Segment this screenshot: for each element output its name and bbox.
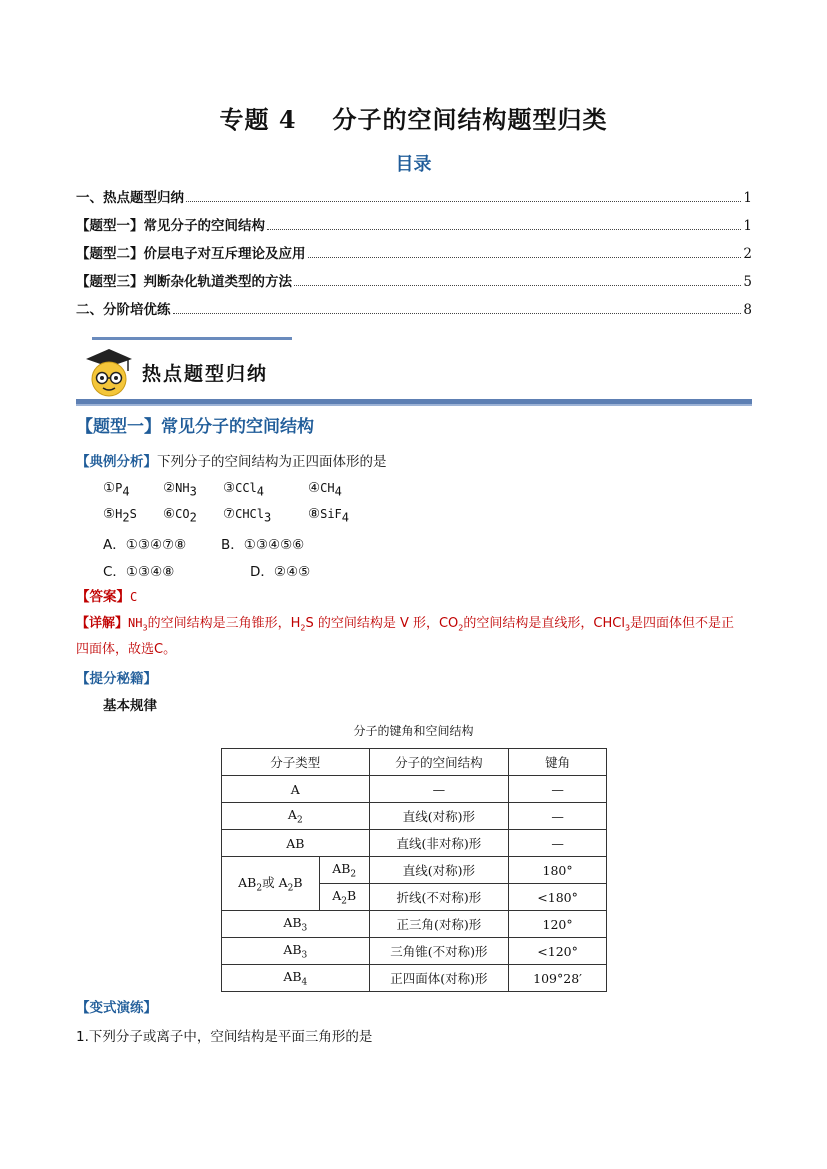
practice-tag: 【变式演练】 xyxy=(76,1000,157,1016)
table-cell: 折线(不对称)形 xyxy=(369,884,509,911)
options-row-2 xyxy=(103,506,378,525)
option-item: $①P_4$ xyxy=(103,480,130,499)
explanation: 【详解】$NH_3$的空间结构是三角锥形，$H_2S$ 的空间结构是 V 形，$CO_2$的空间结构是直线形，CHCl$_3$是四面体但不是正 xyxy=(76,616,735,633)
option-item: $④CH_4$ xyxy=(308,480,342,499)
table-cell: — xyxy=(509,776,607,803)
table-cell: 109°28′ xyxy=(509,965,607,992)
table-cell: 正四面体(对称)形 xyxy=(369,965,509,992)
table-cell: 直线(对称)形 xyxy=(369,857,509,884)
page-title xyxy=(0,100,827,135)
scholar-face-icon xyxy=(82,345,136,399)
practice-question-1: 1.下列分子或离子中，空间结构是平面三角形的是 xyxy=(76,1029,373,1045)
bond-angle-table xyxy=(221,748,607,992)
table-row xyxy=(222,965,607,992)
table-cell: $A_2$ xyxy=(222,803,370,830)
option-item: $②NH_3$ xyxy=(163,480,197,499)
title-text: 分子的空间结构题型归类 xyxy=(332,105,608,134)
example-question: 【典例分析】下列分子的空间结构为正四面体形的是 xyxy=(76,454,387,470)
option-item: $⑥CO_2$ xyxy=(163,506,197,525)
option-item: ⑧SiF$_4$ xyxy=(308,506,350,525)
table-row xyxy=(222,857,607,884)
table-cell: A xyxy=(222,776,370,803)
table-cell: — xyxy=(369,776,509,803)
toc-heading: 目录 xyxy=(395,154,432,175)
table-cell: 直线(非对称)形 xyxy=(369,830,509,857)
table-cell: $AB_3$ xyxy=(222,938,370,965)
section-title: 【题型一】常见分子的空间结构 xyxy=(76,417,314,437)
option-item: ⑦CHCl$_3$ xyxy=(223,506,272,525)
table-cell-merged: $AB_2$或 $A_2B$ xyxy=(222,857,320,911)
toc-item[interactable]: 【题型一】常见分子的空间结构 1 xyxy=(76,218,752,234)
table-cell: 三角锥(不对称)形 xyxy=(369,938,509,965)
table-row xyxy=(222,911,607,938)
table-row xyxy=(222,803,607,830)
choices-row-1 xyxy=(103,533,304,553)
table-header: 分子类型 xyxy=(222,749,370,776)
table-row xyxy=(222,830,607,857)
table-cell: <120° xyxy=(509,938,607,965)
table-cell: $AB_4$ xyxy=(222,965,370,992)
explanation-line-2: 四面体，故选C。 xyxy=(76,642,177,657)
tips-tag: 【提分秘籍】 xyxy=(76,671,157,687)
table-cell: — xyxy=(509,803,607,830)
section-banner xyxy=(76,337,752,409)
table-row xyxy=(222,938,607,965)
answer: 【答案】C xyxy=(76,589,138,605)
table-cell: $AB_2$ xyxy=(319,857,369,884)
banner-top-rule xyxy=(92,337,292,340)
toc-item[interactable]: 二、分阶培优练 8 xyxy=(76,302,752,318)
toc-item[interactable]: 一、热点题型归纳 1 xyxy=(76,190,752,206)
title-number: 专题 4 xyxy=(219,105,297,134)
table-cell: 直线(对称)形 xyxy=(369,803,509,830)
table-cell: 120° xyxy=(509,911,607,938)
option-item: $⑤H_2S$ xyxy=(103,506,137,525)
example-tag: 【典例分析】 xyxy=(76,454,157,470)
choice-c[interactable]: C．①③④⑧ xyxy=(103,564,175,580)
toc-item[interactable]: 【题型三】判断杂化轨道类型的方法 5 xyxy=(76,274,752,290)
table-cell: 正三角(对称)形 xyxy=(369,911,509,938)
option-item: ③CCl$_4$ xyxy=(223,480,265,499)
choice-a[interactable]: A．①③④⑦⑧ xyxy=(103,537,187,553)
toc-item[interactable]: 【题型二】价层电子对互斥理论及应用 2 xyxy=(76,246,752,262)
table-cell: $AB_3$ xyxy=(222,911,370,938)
table-cell: <180° xyxy=(509,884,607,911)
banner-title: 热点题型归纳 xyxy=(142,363,269,385)
table-header: 分子的空间结构 xyxy=(369,749,509,776)
choices-row-2 xyxy=(103,560,310,580)
choice-b[interactable]: B．①③④⑤⑥ xyxy=(221,537,305,553)
choice-d[interactable]: D．②④⑤ xyxy=(250,564,311,580)
table-cell: $A_2B$ xyxy=(319,884,369,911)
options-row-1 xyxy=(103,480,378,499)
banner-bottom-rule-light xyxy=(76,404,752,406)
table-row xyxy=(222,776,607,803)
table-header: 键角 xyxy=(509,749,607,776)
table-cell: — xyxy=(509,830,607,857)
table-caption: 分子的键角和空间结构 xyxy=(353,724,474,738)
table-cell: AB xyxy=(222,830,370,857)
table-header-row xyxy=(222,749,607,776)
tips-subtitle: 基本规律 xyxy=(103,698,157,714)
table-cell: 180° xyxy=(509,857,607,884)
